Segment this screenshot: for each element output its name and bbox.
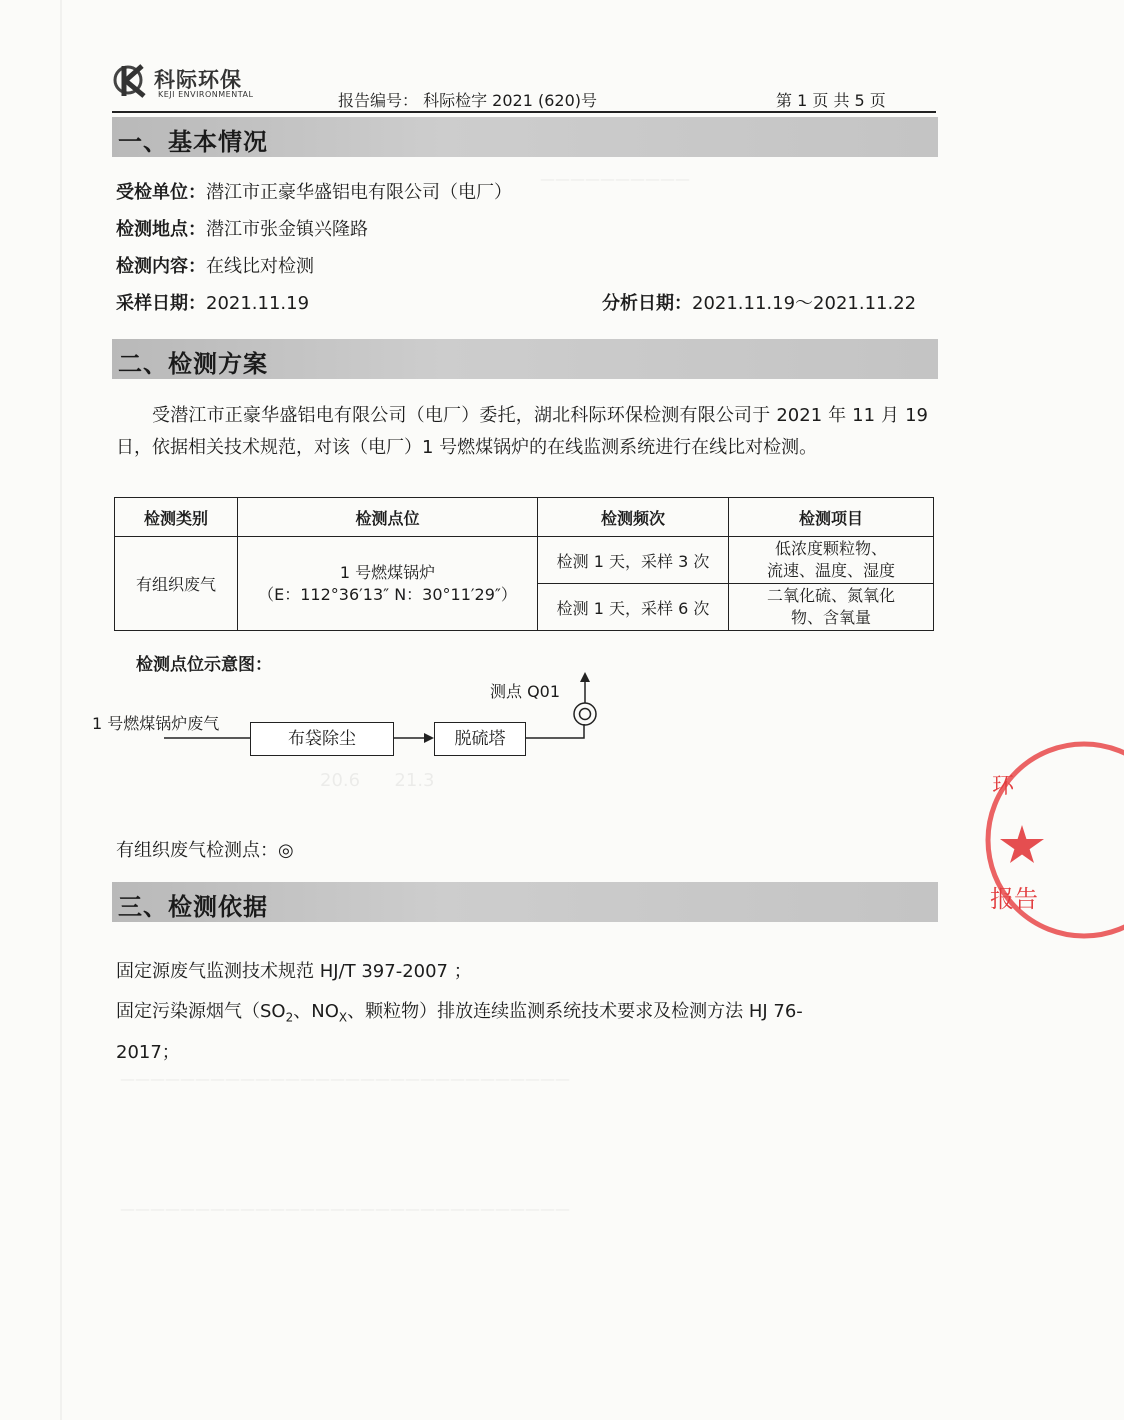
info-site-value: 潜江市张金镇兴隆路 — [206, 219, 368, 240]
info-sample-label: 采样日期： — [116, 293, 206, 314]
section-title-basis: 三、检测依据 — [118, 893, 268, 921]
table-cell-category: 有组织废气 — [115, 537, 238, 631]
company-logo — [112, 62, 292, 102]
info-site-label: 检测地点： — [116, 219, 206, 240]
info-analysis-value: 2021.11.19～2021.11.22 — [692, 293, 917, 314]
table-cell-frequency: 检测 1 天，采样 6 次 — [538, 584, 729, 631]
table-header-cell: 检测频次 — [538, 498, 729, 537]
logo-name-en: KEJI ENVIRONMENTAL — [158, 90, 254, 99]
table-cell-items — [729, 537, 934, 584]
basis-text: 固定污染源烟气（SO — [116, 1001, 286, 1022]
basis-standard-2-cont: 2017； — [116, 1042, 180, 1063]
flow-line — [524, 724, 584, 738]
info-unit-value: 潜江市正豪华盛铝电有限公司（电厂） — [206, 182, 512, 203]
basis-text: 、NO — [293, 1001, 339, 1022]
info-sample-date — [116, 289, 309, 315]
diagram-box-bag-filter: 布袋除尘 — [250, 722, 394, 756]
table-cell-frequency: 检测 1 天，采样 3 次 — [538, 537, 729, 584]
table-cell-point — [238, 537, 538, 631]
seal-text: 报告 — [990, 885, 1038, 913]
diagram-source-label: 1 号燃煤锅炉废气 — [92, 714, 220, 733]
basis-subscript: 2 — [285, 1010, 294, 1025]
section-bar-plan — [112, 339, 938, 379]
arrow-icon — [424, 733, 434, 743]
info-analysis-date — [602, 289, 916, 315]
bleed-through-text: —————————————————————————————— — [120, 1070, 570, 1088]
logo-k-icon — [112, 62, 156, 100]
items-line: 低浓度颗粒物、 — [774, 539, 887, 558]
diagram-point-label: 测点 Q01 — [490, 682, 561, 701]
diagram-box-desulfurization: 脱硫塔 — [434, 722, 526, 756]
section-title-basic: 一、基本情况 — [118, 128, 268, 156]
point-coords: （E：112°36′13″ N：30°11′29″） — [258, 584, 517, 604]
basis-standard-1: 固定源废气监测技术规范 HJ/T 397-2007 ； — [116, 961, 472, 982]
table-row — [115, 537, 934, 584]
sampling-point-icon-inner — [580, 709, 591, 720]
diagram-caption: 检测点位示意图： — [136, 655, 272, 675]
info-unit — [116, 178, 512, 204]
basis-text: 、颗粒物）排放连续监测系统技术要求及检测方法 HJ 76- — [347, 1001, 803, 1022]
info-content-label: 检测内容： — [116, 256, 206, 277]
sampling-point-diagram — [90, 670, 610, 780]
items-line: 二氧化硫、氮氧化 — [766, 586, 895, 605]
scan-edge-shadow — [60, 0, 62, 1420]
section-bar-basic — [112, 117, 938, 157]
table-header-cell: 检测点位 — [238, 498, 538, 537]
info-unit-label: 受检单位： — [116, 182, 206, 203]
info-site — [116, 215, 368, 241]
bleed-through-text: —————————————————————————————— — [120, 1200, 570, 1218]
table-header-cell: 检测类别 — [115, 498, 238, 537]
plan-paragraph: 受潜江市正豪华盛铝电有限公司（电厂）委托，湖北科际环保检测有限公司于 2021 年 11 月 19 日，依据相关技术规范，对该（电厂）1 号燃煤锅炉的在线监测系统进行在线比对检测。 — [116, 405, 928, 458]
seal-text: 环 — [992, 774, 1015, 799]
point-name: 1 号燃煤锅炉 — [339, 562, 436, 582]
bleed-through-text: 20.6 21.3 — [320, 770, 435, 791]
bleed-through-text: —————————— — [540, 170, 690, 188]
logo-name-cn: 科际环保 — [154, 68, 242, 92]
info-content — [116, 252, 314, 278]
sampling-point-icon — [574, 703, 596, 725]
plan-table — [114, 497, 934, 631]
arrow-up-icon — [580, 672, 590, 682]
section-title-plan: 二、检测方案 — [118, 350, 268, 378]
basis-subscript: X — [338, 1010, 348, 1025]
section-bar-basis — [112, 882, 938, 922]
report-number: 报告编号： 科际检字 2021 (620)号 — [338, 91, 598, 110]
sampling-point-legend: 有组织废气检测点：◎ — [116, 840, 294, 861]
table-header-cell: 检测项目 — [729, 498, 934, 537]
info-analysis-label: 分析日期： — [602, 293, 692, 314]
info-content-value: 在线比对检测 — [206, 256, 314, 277]
red-seal-stamp — [984, 735, 1124, 945]
info-sample-value: 2021.11.19 — [206, 293, 310, 314]
items-line: 流速、温度、湿度 — [766, 561, 895, 580]
table-header-row — [115, 498, 934, 537]
basis-standard-2 — [116, 997, 803, 1025]
header-rule — [112, 111, 936, 113]
items-line: 物、含氧量 — [790, 608, 871, 627]
page-number: 第 1 页 共 5 页 — [776, 91, 886, 110]
table-cell-items — [729, 584, 934, 631]
